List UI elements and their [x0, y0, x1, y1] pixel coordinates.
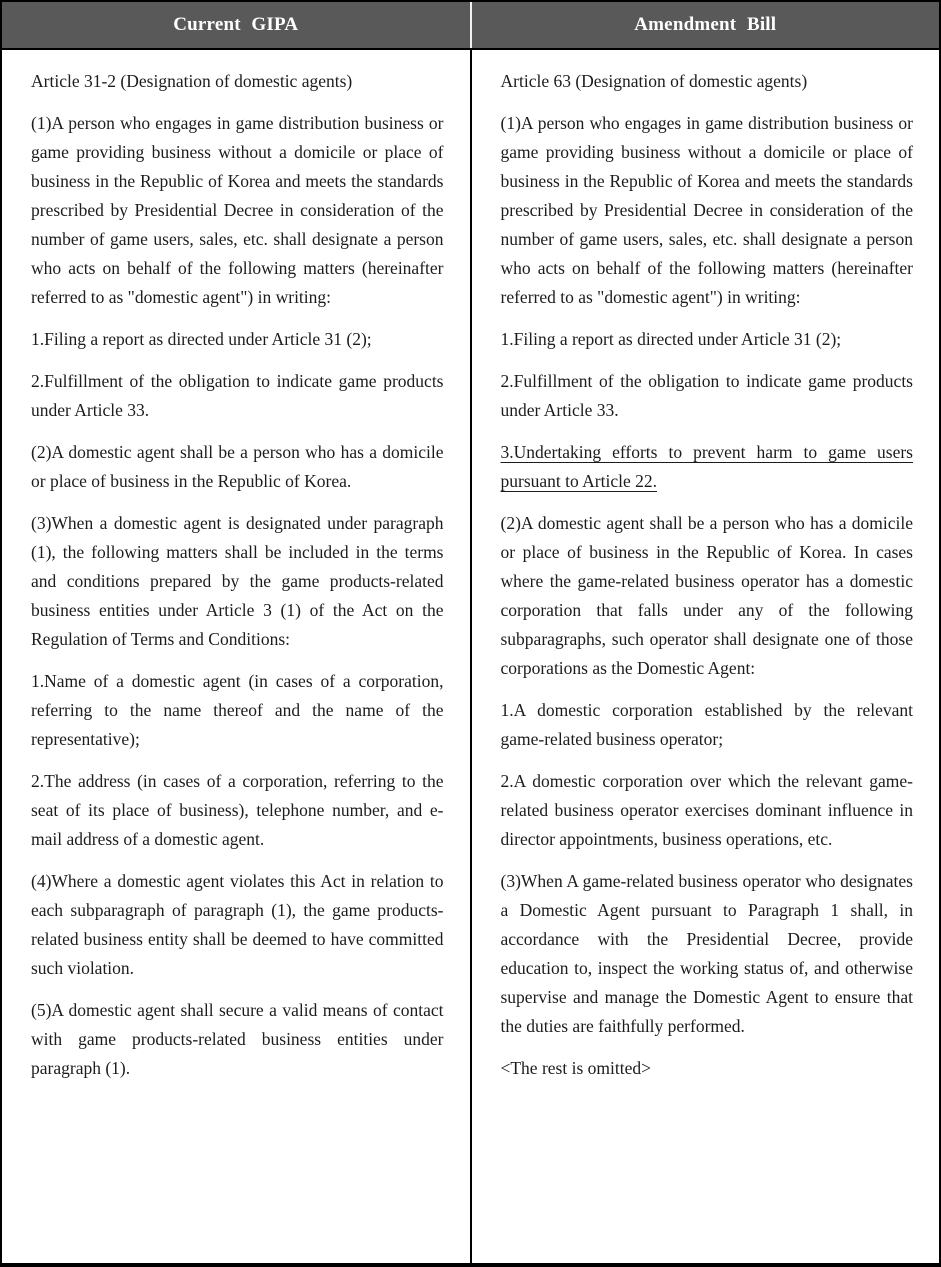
paragraph: Article 63 (Designation of domestic agents)	[500, 71, 808, 91]
paragraph: <The rest is omitted>	[500, 1058, 651, 1078]
paragraph: 1.Filing a report as directed under Article 31 (2);	[31, 329, 372, 349]
paragraph: 1.Name of a domestic agent (in cases of a corporation, referring to the name thereof and the name of the representative);	[31, 671, 444, 749]
paragraph: (5)A domestic agent shall secure a valid means of contact with game products-related business entities under paragraph (1).	[31, 1000, 444, 1078]
paragraph: 2.Fulfillment of the obligation to indicate game products under Article 33.	[31, 371, 444, 420]
paragraph: (3)When a domestic agent is designated under paragraph (1), the following matters shall be included in the terms and conditions prepared by the game products-related business entities under Article 3 (1) of the Act on the Regulation of Terms and Conditions:	[31, 513, 444, 649]
paragraph: (2)A domestic agent shall be a person who has a domicile or place of business in the Republic of Korea. In cases where the game-related business operator has a domestic corporation that falls under any of the following subparagraphs, such operator shall designate one of those corporations as the Domestic Agent:	[500, 513, 913, 678]
paragraph: (4)Where a domestic agent violates this Act in relation to each subparagraph of paragraph (1), the game products-related business entity shall be deemed to have committed such violation.	[31, 871, 444, 978]
paragraph: (2)A domestic agent shall be a person who has a domicile or place of business in the Republic of Korea.	[31, 442, 444, 491]
column-amendment-bill	[470, 50, 940, 1263]
paragraph: (3)When A game-related business operator who designates a Domestic Agent pursuant to Paragraph 1 shall, in accordance with the Presidential Decree, provide education to, inspect the working status of, and otherwise supervise and manage the Domestic Agent to ensure that the duties are faithfully performed.	[500, 871, 913, 1036]
paragraph: Article 31-2 (Designation of domestic agents)	[31, 71, 353, 91]
header-cell-current-gipa: Current GIPA	[173, 14, 299, 35]
paragraph: 2.Fulfillment of the obligation to indicate game products under Article 33.	[500, 371, 913, 420]
header-cell-amendment-bill: Amendment Bill	[470, 2, 940, 48]
table-header-row	[2, 2, 939, 50]
paragraph: 1.A domestic corporation established by the relevant game-related business operator;	[500, 700, 913, 749]
paragraph: 1.Filing a report as directed under Article 31 (2);	[500, 329, 842, 349]
table-body-row	[2, 50, 939, 1263]
paragraph: 2.The address (in cases of a corporation, referring to the seat of its place of business), telephone number, and e-mail address of a domestic agent.	[31, 771, 444, 849]
column-current-gipa	[2, 50, 470, 1263]
paragraph: 3.Undertaking efforts to prevent harm to game users pursuant to Article 22.	[500, 442, 913, 491]
paragraph: (1)A person who engages in game distribution business or game providing business without a domicile or place of business in the Republic of Korea and meets the standards prescribed by Presidential Decree in consideration of the number of game users, sales, etc. shall designate a person who acts on behalf of the following matters (hereinafter referred to as "domestic agent") in writing:	[31, 113, 444, 307]
paragraph: 2.A domestic corporation over which the relevant game-related business operator exercises dominant influence in director appointments, business operations, etc.	[500, 771, 913, 849]
paragraph: (1)A person who engages in game distribution business or game providing business without a domicile or place of business in the Republic of Korea and meets the standards prescribed by Presidential Decree in consideration of the number of game users, sales, etc. shall designate a person who acts on behalf of the following matters (hereinafter referred to as "domestic agent") in writing:	[500, 113, 913, 307]
